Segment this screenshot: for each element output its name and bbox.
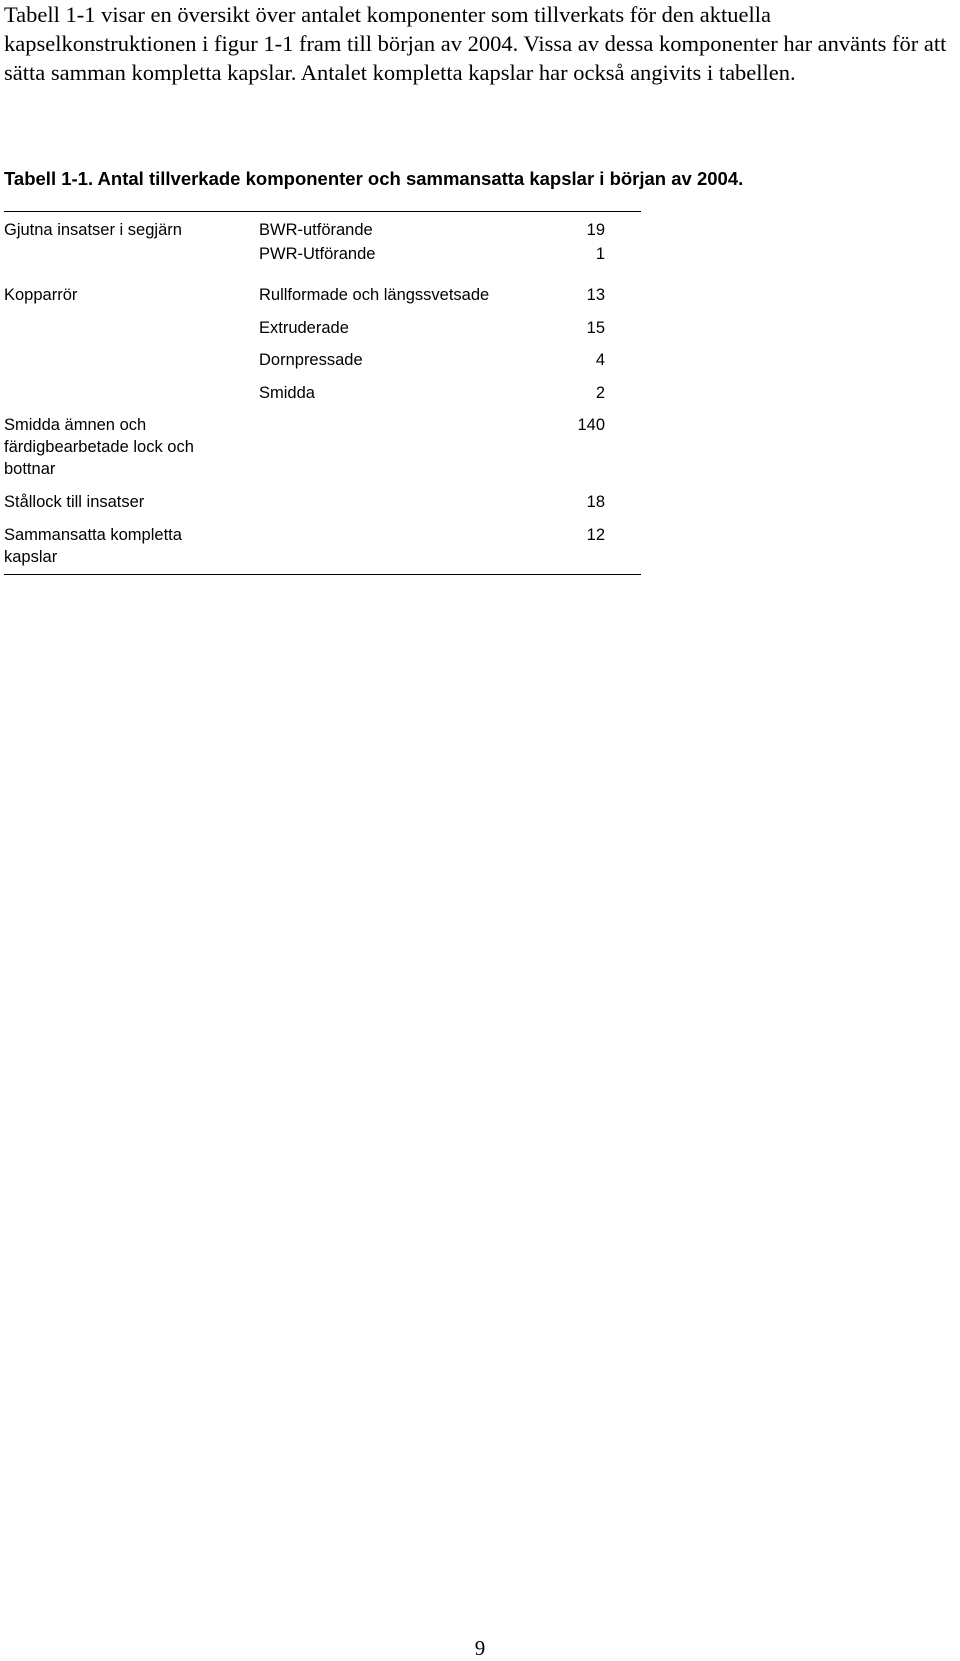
table-cell-category: Kopparrör xyxy=(4,286,78,304)
table-cell-count: 140 xyxy=(577,416,605,434)
table-cell-category: Stållock till insatser xyxy=(4,493,145,511)
table-cell-count: 19 xyxy=(586,221,605,239)
table-bottom-rule xyxy=(4,574,641,575)
table-cell-count: 1 xyxy=(595,245,605,263)
table-top-rule xyxy=(4,211,641,212)
table-cell-count: 15 xyxy=(586,319,605,337)
intro-paragraph: Tabell 1-1 visar en översikt över antalet komponenter som tillverkats för den aktuella kapselkonstruktionen i figur 1-1 fram till början av 2004. Vissa av dessa komponenter har använts för att sätta samman kompletta kapslar. Antalet kompletta kapslar har också angivits i tabellen. xyxy=(4,2,947,85)
table-cell-subtype: BWR-utförande xyxy=(259,221,373,239)
table-caption: Tabell 1-1. Antal tillverkade komponenter och sammansatta kapslar i början av 2004. xyxy=(4,168,744,189)
table-cell-subtype: Smidda xyxy=(259,384,315,402)
table-cell-count: 4 xyxy=(595,351,605,369)
table-cell-subtype: Dornpressade xyxy=(259,351,363,369)
page-number: 9 xyxy=(474,1636,486,1660)
table-cell-category: Gjutna insatser i segjärn xyxy=(4,221,182,239)
table-cell-subtype: Extruderade xyxy=(259,319,349,337)
table-cell-count: 18 xyxy=(586,493,605,511)
table-cell-count: 12 xyxy=(586,526,605,544)
table-cell-count: 13 xyxy=(586,286,605,304)
table-cell-subtype: PWR-Utförande xyxy=(259,245,376,263)
table-cell-count: 2 xyxy=(595,384,605,402)
table-cell-category: Smidda ämnen och färdigbearbetade lock och bottnar xyxy=(4,416,194,478)
table-cell-subtype: Rullformade och längssvetsade xyxy=(259,286,490,304)
table-cell-category: Sammansatta kompletta kapslar xyxy=(4,526,182,566)
